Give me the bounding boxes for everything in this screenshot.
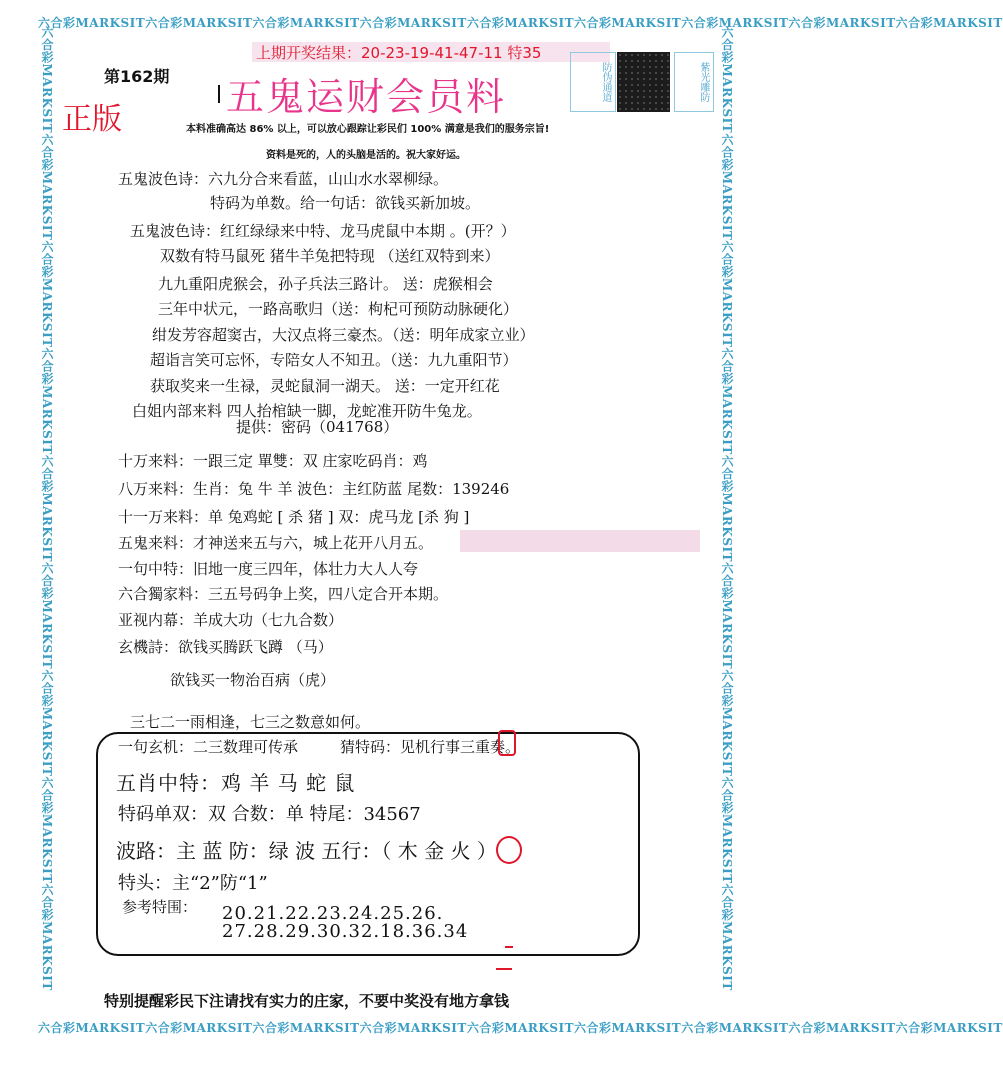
source-line: 玄機詩：欲钱买腾跃飞蹲 （马） <box>118 638 333 656</box>
source-line: 十一万来料：单 兔鸡蛇 [ 杀 猪 ] 双：虎马龙 [杀 狗 ] <box>118 508 470 526</box>
watermark-right: 六合彩MARKSIT六合彩MARKSIT六合彩MARKSIT六合彩MARKSIT六合彩MARKSIT六合彩MARKSIT六合彩MARKSIT六合彩MARKSIT六合彩MARKSIT <box>720 26 734 991</box>
source-line: 欲钱买一物治百病（虎） <box>170 671 336 689</box>
poem-line: 获取奖来一生禄，灵蛇鼠洞一湖天。 送：一定开红花 <box>150 377 500 395</box>
watermark-top: 六合彩MARKSIT六合彩MARKSIT六合彩MARKSIT六合彩MARKSIT六合彩MARKSIT六合彩MARKSIT六合彩MARKSIT六合彩MARKSIT六合彩MARKSIT <box>38 16 1003 30</box>
guess-line: 猜特码：见机行事三重奏。 <box>340 738 521 756</box>
qr-code-icon <box>617 52 670 112</box>
watermark-bottom: 六合彩MARKSIT六合彩MARKSIT六合彩MARKSIT六合彩MARKSIT六合彩MARKSIT六合彩MARKSIT六合彩MARKSIT六合彩MARKSIT六合彩MARKSIT <box>38 1021 1003 1035</box>
motto: 资料是死的，人的头脑是活的。祝大家好运。 <box>266 150 466 161</box>
five-zodiac: 五肖中特：鸡 羊 马 蛇 鼠 <box>116 771 356 795</box>
source-line: 五鬼来料：才神送来五与六，城上花开八月五。 <box>118 534 434 552</box>
poem-line: 双数有特马鼠死 猪牛羊兔把特现 （送红双特到来） <box>160 247 500 265</box>
red-dash <box>496 968 512 970</box>
riddle-line: 一句玄机：二三数理可传承 <box>118 738 299 756</box>
red-mark <box>498 730 516 756</box>
source-line: 亚视内幕：羊成大功（七九合数） <box>118 611 344 629</box>
password-line: 提供：密码（041768） <box>236 418 399 436</box>
odd-even-line: 特码单双：双 合数：单 特尾：34567 <box>118 804 421 825</box>
poem-line: 特码为单数。给一句话：欲钱买新加坡。 <box>210 194 481 212</box>
edition-label: 正版 <box>62 102 122 137</box>
anti-fake-stamp: 防伪通道 <box>570 52 616 112</box>
source-line: 十万来料：一跟三定 單雙：双 庄家吃码肖：鸡 <box>118 452 428 470</box>
ref-numbers-row2: 27.28.29.30.32.18.36.34 <box>222 921 469 942</box>
wave-line: 波路：主 蓝 防：绿 波 五行：（ 木 金 火 ） <box>116 839 497 863</box>
poem-line: 五鬼波色诗：六九分合来看蓝，山山水水翠柳绿。 <box>118 170 449 188</box>
laser-stamp: 紫光雕防 <box>674 52 714 112</box>
source-line: 三七二一雨相逢，七三之数意如何。 <box>130 713 371 731</box>
ref-label: 参考特围： <box>122 898 198 916</box>
source-line: 一句中特：旧地一度三四年，体壮力大人人夸 <box>118 560 419 578</box>
red-circle <box>496 836 522 864</box>
poem-line: 白姐内部来料 四人抬棺缺一脚，龙蛇准开防牛兔龙。 <box>132 402 482 420</box>
source-line: 八万来料：生肖：兔 牛 羊 波色：主红防蓝 尾数：139246 <box>118 480 510 498</box>
tagline: 本料准确高达 86% 以上，可以放心跟踪让彩民们 100% 满意是我们的服务宗旨! <box>186 124 550 135</box>
last-result: 上期开奖结果：20-23-19-41-47-11 特35 <box>256 44 542 62</box>
poem-line: 超诣言笑可忘怀，专陪女人不知丑。（送：九九重阳节） <box>150 351 518 369</box>
footer-warning: 特别提醒彩民下注请找有实力的庄家，不要中奖没有地方拿钱 <box>104 992 510 1010</box>
divider <box>218 85 220 103</box>
issue-number: 第162期 <box>104 67 170 86</box>
poem-line: 绀发芳容超窦古，大汉点将三豪杰。（送：明年成家立业） <box>152 326 535 344</box>
source-line: 六合獨家料：三五号码争上奖，四八定合开本期。 <box>118 585 449 603</box>
highlight-band <box>460 530 700 552</box>
ref-numbers-row1: 20.21.22.23.24.25.26. <box>222 903 444 924</box>
page-title: 五鬼运财会员料 <box>226 75 507 119</box>
watermark-left: 六合彩MARKSIT六合彩MARKSIT六合彩MARKSIT六合彩MARKSIT六合彩MARKSIT六合彩MARKSIT六合彩MARKSIT六合彩MARKSIT六合彩MARKSIT <box>40 26 54 991</box>
head-line: 特头：主“2”防“1” <box>118 873 268 894</box>
poem-line: 五鬼波色诗：红红绿绿来中特、龙马虎鼠中本期 。(开？） <box>130 222 516 240</box>
poem-line: 九九重阳虎猴会，孙子兵法三路计。 送：虎猴相会 <box>158 275 493 293</box>
red-dash <box>505 946 513 948</box>
poem-line: 三年中状元，一路高歌归（送：枸杞可预防动脉硬化） <box>158 300 519 318</box>
